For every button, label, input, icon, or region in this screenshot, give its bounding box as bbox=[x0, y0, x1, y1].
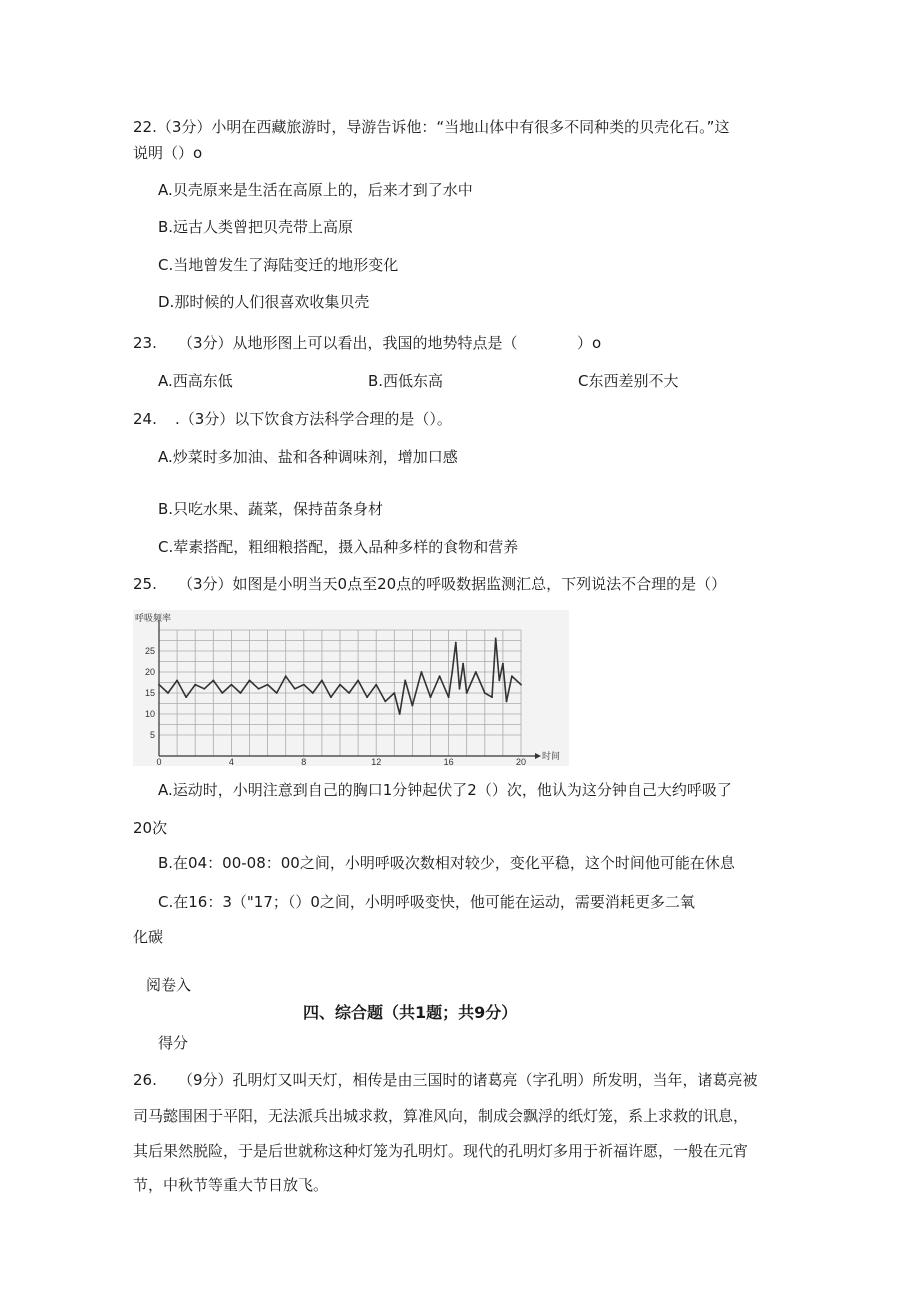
q25-option-b: B.在04：00-08：00之间，小明呼吸次数相对较少，变化平稳，这个时间他可能在休息 bbox=[158, 854, 735, 872]
score-label: 得分 bbox=[158, 1034, 189, 1052]
data-point bbox=[511, 675, 513, 677]
q22-stem-line1: 22.（3分）小明在西藏旅游时，导游告诉他：“当地山体中有很多不同种类的贝壳化石。”这 bbox=[133, 118, 730, 136]
data-point bbox=[491, 696, 493, 698]
data-point bbox=[421, 671, 423, 673]
data-point bbox=[495, 638, 497, 640]
data-point bbox=[348, 692, 350, 694]
q23-stem: （3分）从地形图上可以看出，我国的地势特点是（ bbox=[178, 334, 518, 352]
data-point bbox=[439, 675, 441, 677]
data-point bbox=[520, 684, 522, 686]
q24-option-a: A.炒菜时多加油、盐和各种调味剂，增加口感 bbox=[158, 448, 458, 466]
data-point bbox=[203, 688, 205, 690]
y-axis-label: 呼吸频率 bbox=[135, 614, 172, 624]
data-point bbox=[167, 692, 169, 694]
q23-number: 23. bbox=[133, 334, 157, 352]
q25-option-a-line1: A.运动时，小明注意到自己的胸口1分钟起伏了2（）次，他认为这分钟自己大约呼吸了 bbox=[158, 781, 732, 799]
q23-option-a: A.西高东低 bbox=[158, 372, 233, 390]
data-point bbox=[366, 696, 368, 698]
data-point bbox=[276, 692, 278, 694]
data-point bbox=[375, 684, 377, 686]
data-point bbox=[240, 692, 242, 694]
q24-option-c: C.荤素搭配，粗细粮搭配，摄入品种多样的食物和营养 bbox=[158, 538, 519, 556]
y-tick-label: 25 bbox=[144, 646, 155, 656]
data-point bbox=[430, 696, 432, 698]
data-point bbox=[267, 684, 269, 686]
data-point bbox=[212, 680, 214, 682]
q26-line4: 节，中秋节等重大节日放飞。 bbox=[133, 1176, 329, 1194]
q26-line2: 司马懿围困于平阳，无法派兵出城求救，算准风向，制成会飘浮的纸灯笼，系上求救的讯息， bbox=[133, 1107, 749, 1125]
data-point bbox=[506, 701, 508, 703]
data-point bbox=[231, 684, 233, 686]
x-tick-label: 4 bbox=[228, 757, 234, 766]
q22-option-a: A.贝壳原来是生活在高原上的，后来才到了水中 bbox=[158, 181, 473, 199]
data-point bbox=[158, 684, 160, 686]
q25-option-c-line1: C.在16：3（"17；（）0之间，小明呼吸变快，他可能在运动，需要消耗更多二氧 bbox=[158, 893, 695, 911]
data-point bbox=[258, 688, 260, 690]
data-point bbox=[357, 680, 359, 682]
q25-option-c-line2: 化碳 bbox=[133, 928, 164, 946]
q24-option-b: B.只吃水果、蔬菜，保持苗条身材 bbox=[158, 500, 384, 518]
q22-option-d: D.那时候的人们很喜欢收集贝壳 bbox=[158, 293, 370, 311]
x-tick-label: 16 bbox=[443, 757, 454, 766]
data-point bbox=[451, 671, 453, 673]
data-point bbox=[466, 692, 468, 694]
data-point bbox=[312, 692, 314, 694]
respiration-chart bbox=[133, 610, 569, 766]
q26-number: 26. bbox=[133, 1071, 157, 1089]
data-point bbox=[194, 684, 196, 686]
x-tick-label: 8 bbox=[301, 757, 307, 766]
q22-option-b: B.远古人类曾把贝壳带上高原 bbox=[158, 218, 354, 236]
data-point bbox=[412, 705, 414, 707]
data-point bbox=[249, 680, 251, 682]
data-point bbox=[462, 663, 464, 665]
data-point bbox=[498, 680, 500, 682]
x-tick-label: 20 bbox=[515, 757, 527, 766]
q24-number: 24. bbox=[133, 410, 157, 428]
data-point bbox=[393, 692, 395, 694]
chart-background bbox=[133, 610, 569, 766]
data-point bbox=[221, 692, 223, 694]
q23-stem-end: ）o bbox=[577, 334, 602, 352]
y-tick-label: 10 bbox=[144, 709, 155, 719]
x-tick-label: 0 bbox=[156, 757, 162, 766]
data-point bbox=[285, 675, 287, 677]
data-point bbox=[448, 696, 450, 698]
data-point bbox=[502, 663, 504, 665]
x-axis-label: 时间 bbox=[542, 752, 561, 762]
data-point bbox=[294, 688, 296, 690]
data-point bbox=[404, 680, 406, 682]
y-tick-label: 15 bbox=[144, 688, 155, 698]
data-point bbox=[459, 688, 461, 690]
q25-stem: （3分）如图是小明当天0点至20点的呼吸数据监测汇总，下列说法不合理的是（） bbox=[178, 575, 727, 593]
q26-line3: 其后果然脱险，于是后世就称这种灯笼为孔明灯。现代的孔明灯多用于祈福许愿，一般在元宵 bbox=[133, 1142, 749, 1160]
y-tick-label: 20 bbox=[144, 667, 155, 677]
q25-number: 25. bbox=[133, 575, 157, 593]
data-point bbox=[399, 713, 401, 715]
y-tick-label: 5 bbox=[149, 730, 155, 740]
data-point bbox=[330, 696, 332, 698]
data-point bbox=[185, 696, 187, 698]
data-point bbox=[475, 671, 477, 673]
section-title: 四、综合题（共1题；共9分） bbox=[303, 1003, 518, 1022]
q26-line1: （9分）孔明灯又叫天灯，相传是由三国时的诸葛亮（字孔明）所发明，当年，诸葛亮被 bbox=[178, 1071, 758, 1089]
q23-option-c: C东西差别不大 bbox=[578, 372, 679, 390]
data-point bbox=[384, 701, 386, 703]
data-point bbox=[339, 684, 341, 686]
q25-option-a-line2: 20次 bbox=[133, 819, 168, 837]
reviewer-label: 阅卷入 bbox=[146, 976, 192, 994]
q24-stem: .（3分）以下饮食方法科学合理的是（）。 bbox=[175, 410, 452, 428]
data-point bbox=[321, 680, 323, 682]
data-point bbox=[484, 692, 486, 694]
data-point bbox=[303, 684, 305, 686]
q22-stem-line2: 说明（）o bbox=[133, 144, 203, 162]
data-point bbox=[176, 680, 178, 682]
x-tick-label: 12 bbox=[371, 757, 382, 766]
data-point bbox=[455, 642, 457, 644]
q22-option-c: C.当地曾发生了海陆变迁的地形变化 bbox=[158, 256, 399, 274]
q23-option-b: B.西低东高 bbox=[368, 372, 444, 390]
